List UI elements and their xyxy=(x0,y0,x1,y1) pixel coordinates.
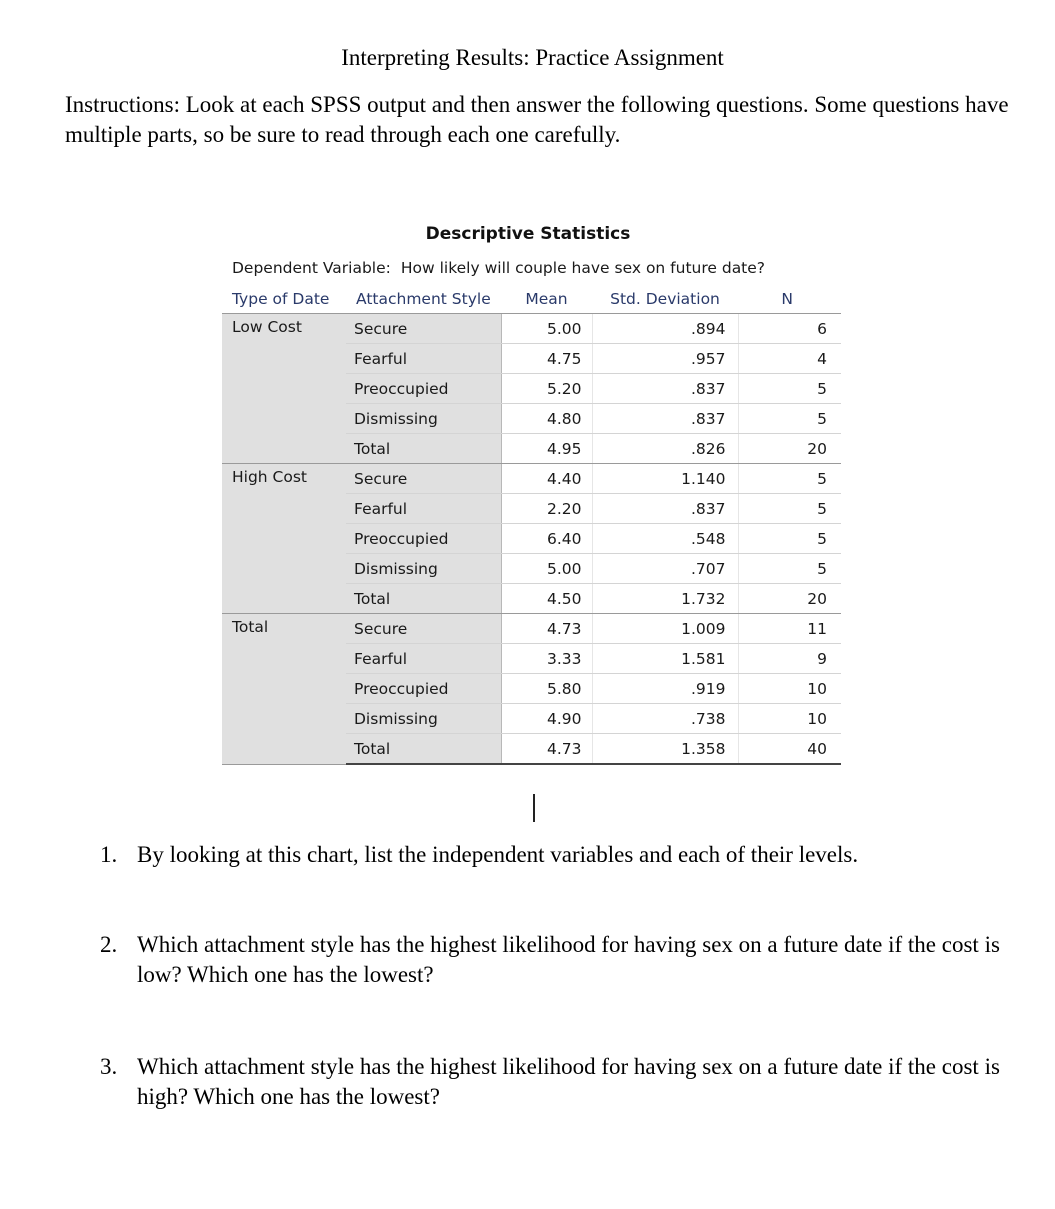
attachment-style-cell: Fearful xyxy=(346,494,501,524)
header-std-deviation: Std. Deviation xyxy=(592,284,738,314)
table-header-row xyxy=(222,284,841,314)
n-cell: 11 xyxy=(738,614,841,644)
mean-cell: 4.73 xyxy=(501,614,592,644)
std-deviation-cell: .837 xyxy=(592,404,738,434)
n-cell: 5 xyxy=(738,404,841,434)
n-cell: 40 xyxy=(738,734,841,765)
mean-cell: 6.40 xyxy=(501,524,592,554)
n-cell: 9 xyxy=(738,644,841,674)
question-text: By looking at this chart, list the independent variables and each of their levels. xyxy=(137,842,859,867)
dependent-variable-value: How likely will couple have sex on future date? xyxy=(400,259,766,277)
mean-cell: 2.20 xyxy=(501,494,592,524)
mean-cell: 4.40 xyxy=(501,464,592,494)
attachment-style-cell: Dismissing xyxy=(346,704,501,734)
attachment-style-cell: Preoccupied xyxy=(346,674,501,704)
table-row xyxy=(222,614,841,644)
header-n: N xyxy=(738,284,841,314)
question-text: Which attachment style has the highest likelihood for having sex on a future date if the cost is high? Which one has the lowest? xyxy=(137,1054,1000,1109)
row-group-label: Total xyxy=(222,614,346,765)
std-deviation-cell: 1.358 xyxy=(592,734,738,765)
question-1 xyxy=(100,840,1000,870)
std-deviation-cell: .957 xyxy=(592,344,738,374)
n-cell: 6 xyxy=(738,314,841,344)
std-deviation-cell: 1.009 xyxy=(592,614,738,644)
header-mean: Mean xyxy=(501,284,592,314)
mean-cell: 4.73 xyxy=(501,734,592,765)
attachment-style-cell: Secure xyxy=(346,614,501,644)
instructions-paragraph: Instructions: Look at each SPSS output and then answer the following questions. Some questions have multiple parts, so be sure to read through each one carefully. xyxy=(65,92,1009,147)
n-cell: 4 xyxy=(738,344,841,374)
question-text: Which attachment style has the highest likelihood for having sex on a future date if the cost is low? Which one has the lowest? xyxy=(137,932,1000,987)
attachment-style-cell: Total xyxy=(346,584,501,614)
n-cell: 5 xyxy=(738,524,841,554)
attachment-style-cell: Fearful xyxy=(346,644,501,674)
std-deviation-cell: .837 xyxy=(592,374,738,404)
question-number: 1. xyxy=(100,842,118,867)
header-type-of-date: Type of Date xyxy=(222,284,346,314)
std-deviation-cell: .548 xyxy=(592,524,738,554)
std-deviation-cell: .826 xyxy=(592,434,738,464)
attachment-style-cell: Total xyxy=(346,434,501,464)
table-row xyxy=(222,314,841,344)
attachment-style-cell: Secure xyxy=(346,464,501,494)
n-cell: 5 xyxy=(738,554,841,584)
text-cursor xyxy=(533,794,535,822)
row-group-label: Low Cost xyxy=(222,314,346,464)
n-cell: 20 xyxy=(738,584,841,614)
header-attachment-style: Attachment Style xyxy=(346,284,501,314)
table-title: Descriptive Statistics xyxy=(425,224,631,244)
n-cell: 5 xyxy=(738,494,841,524)
question-3 xyxy=(100,1052,1000,1112)
dependent-variable-line xyxy=(232,259,765,277)
std-deviation-cell: .707 xyxy=(592,554,738,584)
std-deviation-cell: 1.581 xyxy=(592,644,738,674)
descriptive-statistics-table xyxy=(222,284,841,765)
std-deviation-cell: .894 xyxy=(592,314,738,344)
document-title: Interpreting Results: Practice Assignment xyxy=(341,45,724,70)
std-deviation-cell: .919 xyxy=(592,674,738,704)
attachment-style-cell: Total xyxy=(346,734,501,765)
n-cell: 10 xyxy=(738,704,841,734)
mean-cell: 3.33 xyxy=(501,644,592,674)
mean-cell: 5.00 xyxy=(501,554,592,584)
std-deviation-cell: .837 xyxy=(592,494,738,524)
mean-cell: 4.75 xyxy=(501,344,592,374)
table-body xyxy=(222,314,841,765)
dependent-variable-label: Dependent Variable: xyxy=(232,259,391,277)
question-number: 3. xyxy=(100,1054,118,1079)
mean-cell: 4.90 xyxy=(501,704,592,734)
mean-cell: 4.80 xyxy=(501,404,592,434)
n-cell: 5 xyxy=(738,464,841,494)
mean-cell: 4.50 xyxy=(501,584,592,614)
attachment-style-cell: Preoccupied xyxy=(346,524,501,554)
question-number: 2. xyxy=(100,932,118,957)
attachment-style-cell: Dismissing xyxy=(346,404,501,434)
table-row xyxy=(222,464,841,494)
mean-cell: 4.95 xyxy=(501,434,592,464)
question-2 xyxy=(100,930,1000,990)
std-deviation-cell: 1.140 xyxy=(592,464,738,494)
n-cell: 10 xyxy=(738,674,841,704)
std-deviation-cell: 1.732 xyxy=(592,584,738,614)
attachment-style-cell: Preoccupied xyxy=(346,374,501,404)
mean-cell: 5.20 xyxy=(501,374,592,404)
std-deviation-cell: .738 xyxy=(592,704,738,734)
row-group-label: High Cost xyxy=(222,464,346,614)
n-cell: 5 xyxy=(738,374,841,404)
attachment-style-cell: Dismissing xyxy=(346,554,501,584)
n-cell: 20 xyxy=(738,434,841,464)
attachment-style-cell: Fearful xyxy=(346,344,501,374)
mean-cell: 5.80 xyxy=(501,674,592,704)
mean-cell: 5.00 xyxy=(501,314,592,344)
attachment-style-cell: Secure xyxy=(346,314,501,344)
